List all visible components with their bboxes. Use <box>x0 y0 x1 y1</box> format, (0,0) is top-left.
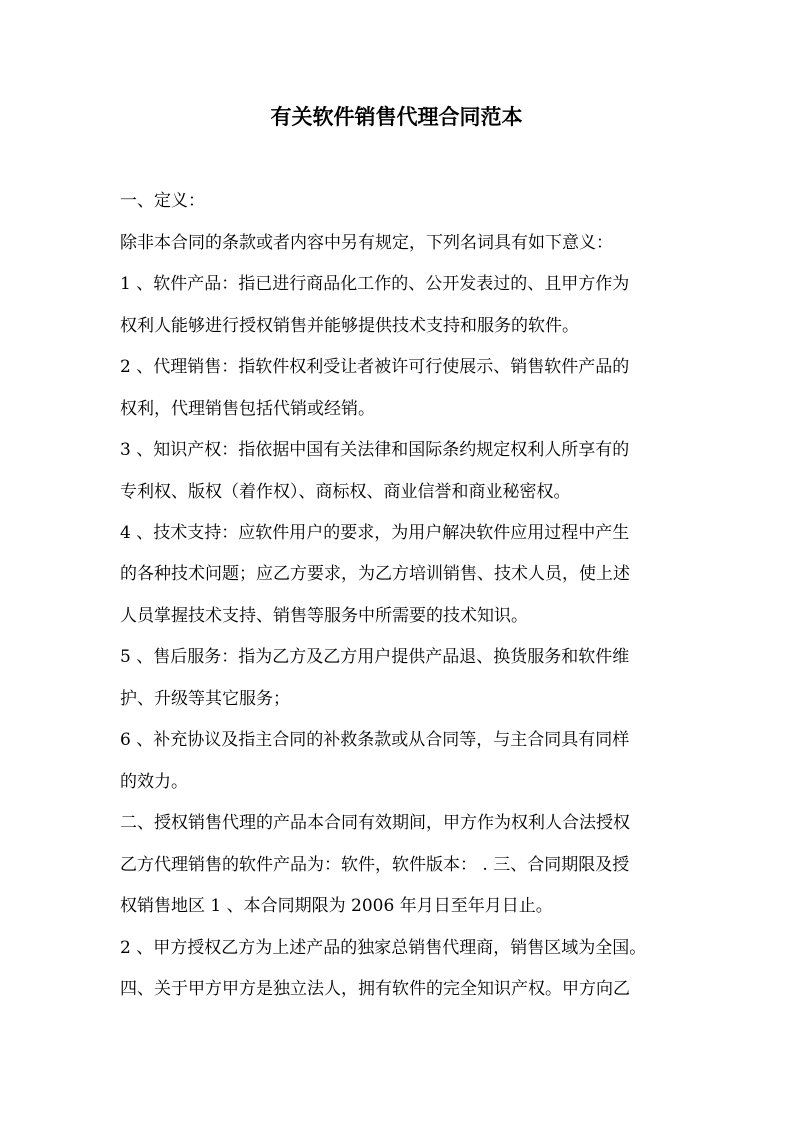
paragraph-line: 权销售地区 1 、本合同期限为 2006 年月日至年月日止。 <box>120 896 553 916</box>
paragraph-line: 权利，代理销售包括代销或经销。 <box>120 399 375 419</box>
paragraph-line: 二、授权销售代理的产品本合同有效期间，甲方作为权利人合法授权 <box>120 813 630 833</box>
paragraph-line: 乙方代理销售的软件产品为：软件，软件版本： . 三、合同期限及授 <box>120 855 630 875</box>
paragraph-line: 除非本合同的条款或者内容中另有规定，下列名词具有如下意义： <box>120 233 613 253</box>
paragraph-line: 权利人能够进行授权销售并能够提供技术支持和服务的软件。 <box>120 316 579 336</box>
paragraph-line: 人员掌握技术支持、销售等服务中所需要的技术知识。 <box>120 606 528 626</box>
paragraph-line: 专利权、版权（着作权）、商标权、商业信誉和商业秘密权。 <box>120 482 571 502</box>
paragraph-line: 1 、软件产品：指已进行商品化工作的、公开发表过的、且甲方作为 <box>120 274 630 294</box>
paragraph-line: 四、关于甲方甲方是独立法人，拥有软件的完全知识产权。甲方向乙 <box>120 979 630 999</box>
paragraph-line: 2 、甲方授权乙方为上述产品的独家总销售代理商，销售区域为全国。 <box>120 938 647 958</box>
paragraph-line: 3 、知识产权：指依据中国有关法律和国际条约规定权利人所享有的 <box>120 440 630 460</box>
section-heading-definitions: 一、定义： <box>120 191 205 211</box>
paragraph-line: 的效力。 <box>120 772 188 792</box>
paragraph-line: 5 、售后服务：指为乙方及乙方用户提供产品退、换货服务和软件维 <box>120 647 630 667</box>
paragraph-line: 护、升级等其它服务； <box>120 689 290 709</box>
paragraph-line: 的各种技术问题；应乙方要求，为乙方培训销售、技术人员，使上述 <box>120 564 630 584</box>
paragraph-line: 4 、技术支持：应软件用户的要求，为用户解决软件应用过程中产生 <box>120 523 630 543</box>
paragraph-line: 6 、补充协议及指主合同的补救条款或从合同等，与主合同具有同样 <box>120 730 630 750</box>
paragraph-line: 2 、代理销售：指软件权利受让者被许可行使展示、销售软件产品的 <box>120 357 630 377</box>
document-title: 有关软件销售代理合同范本 <box>270 104 523 129</box>
